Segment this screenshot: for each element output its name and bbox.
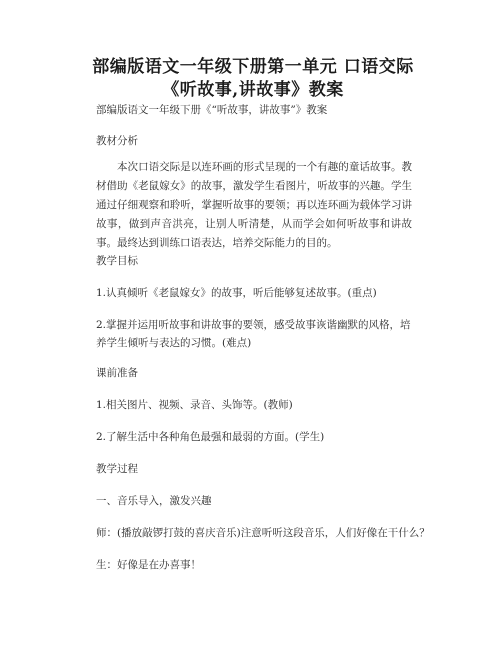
prep-item-1: 1.相关图片、视频、录音、头饰等。(教师) xyxy=(96,399,293,411)
document-title: 部编版语文一年级下册第一单元 口语交际《听故事,讲故事》教案 xyxy=(92,57,414,100)
prep-item-2: 2.了解生活中各种角色最强和最弱的方面。(学生) xyxy=(96,431,325,443)
section-heading-process: 教学过程 xyxy=(96,463,138,475)
goal-item-1: 1.认真倾听《老鼠嫁女》的故事，听后能够复述故事。(重点) xyxy=(96,287,377,299)
section-heading-prep: 课前准备 xyxy=(96,367,138,379)
goal-item-2: 2.掌握并运用听故事和讲故事的要领，感受故事诙谐幽默的风格，培养学生倾听与表达的习惯。(难点) xyxy=(96,319,411,349)
student-dialogue-line: 生：好像是在办喜事！ xyxy=(96,559,201,571)
section-heading-materials: 教材分析 xyxy=(96,135,138,147)
document-subtitle: 部编版语文一年级下册《“听故事，讲故事”》教案 xyxy=(96,104,328,116)
process-step-1: 一、音乐导入，激发兴趣 xyxy=(96,495,212,507)
teacher-dialogue-line: 师：(播放敲锣打鼓的喜庆音乐)注意听听这段音乐，人们好像在干什么？ xyxy=(96,527,430,539)
section-heading-goals: 教学目标 xyxy=(96,255,138,267)
materials-paragraph: 本次口语交际是以连环画的形式呈现的一个有趣的童话故事。教材借助《老鼠嫁女》的故事，激发学生看图片，听故事的兴趣。学生通过仔细观察和聆听，掌握听故事的要领；再以连环画为载体学习讲故事，做到声音洪亮，让别人听清楚，从而学会如何听故事和讲故事。最终达到训练口语表达，培养交际能力的目的。 xyxy=(96,161,412,249)
